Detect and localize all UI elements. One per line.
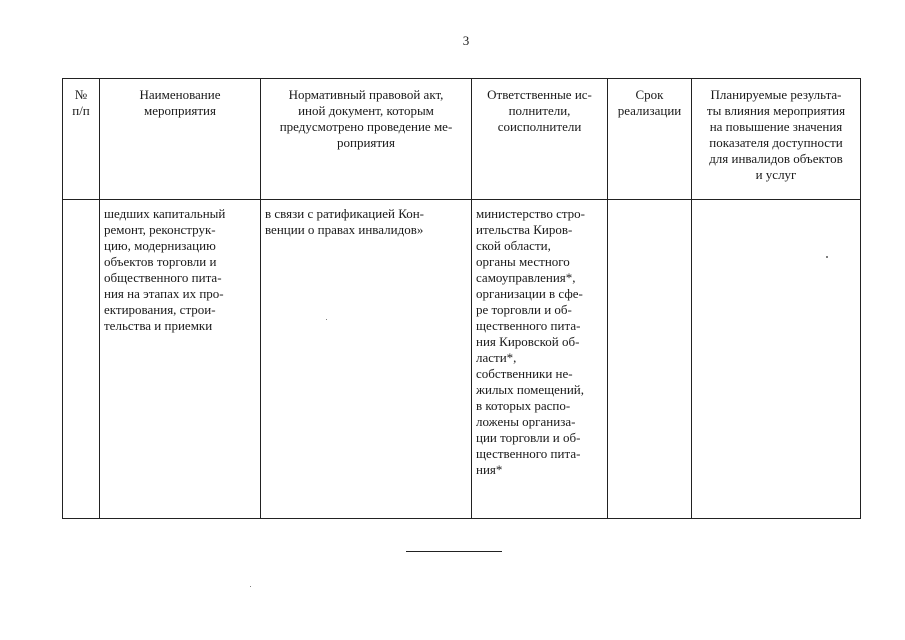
header-legal-act: Нормативный правовой акт, иной документ, которым предусмотрено проведение ме- роприятия [261, 79, 472, 200]
cell-measure-name: шедших капитальный ремонт, реконструк- цию, модернизацию объектов торговли и общественного пита- ния на этапах их про- ектирования, строи- тельства и приемки [100, 200, 261, 519]
header-responsible: Ответственные ис- полнители, соисполнители [472, 79, 608, 200]
header-planned-results: Планируемые результа- ты влияния мероприятия на повышение значения показателя доступности для инвалидов объектов и услуг [692, 79, 861, 200]
scan-speck [826, 256, 828, 258]
cell-number [63, 200, 100, 519]
cell-legal-act: в связи с ратификацией Кон- венции о правах инвалидов» [261, 200, 472, 519]
measures-table [62, 78, 861, 519]
header-number: № п/п [63, 79, 100, 200]
cell-responsible: министерство стро- ительства Киров- ской области, органы местного самоуправления*, организации в сфе- ре торговли и об- щественного пита- ния Кировской об- ласти*, собственники не- жилых помещений, в которых распо- ложены организа- ции торговли и об- щественного пита- ния* [472, 200, 608, 519]
scan-speck [326, 319, 327, 320]
table-row [63, 200, 861, 519]
cell-term [608, 200, 692, 519]
header-measure-name: Наименование мероприятия [100, 79, 261, 200]
cell-planned-results [692, 200, 861, 519]
header-term: Срок реализации [608, 79, 692, 200]
page-number: 3 [462, 33, 470, 48]
table-header-row [63, 79, 861, 200]
end-separator-line [406, 551, 502, 552]
scan-speck [250, 586, 251, 587]
